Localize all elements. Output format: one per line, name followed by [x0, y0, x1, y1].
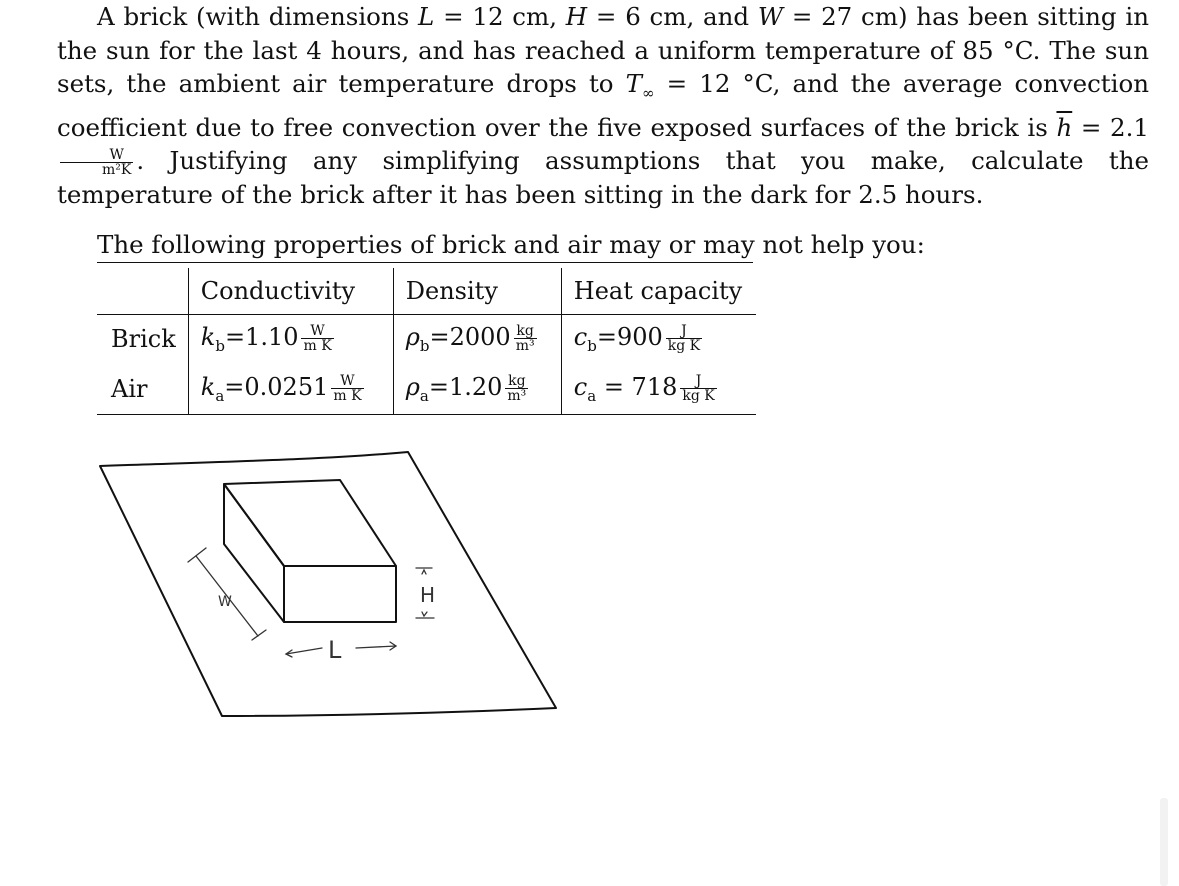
- brick-side-face: [224, 484, 284, 622]
- label-h: H: [420, 583, 436, 607]
- symbol-inf: ∞: [642, 84, 655, 103]
- label-w: W: [218, 594, 232, 610]
- header-heat-capacity: Heat capacity: [561, 268, 756, 314]
- symbol-h-bar: $\overline{h}$: [1056, 112, 1073, 142]
- table-row-air: [97, 364, 756, 414]
- symbol-H: H: [565, 2, 588, 31]
- table-header-row: [97, 268, 756, 314]
- dimension-h-arrow-up: [422, 570, 426, 574]
- dimension-h-arrow-down: [422, 612, 427, 616]
- ground-plane: [100, 452, 556, 716]
- brick-sketch: [90, 440, 570, 730]
- brick-top-face: [224, 480, 396, 566]
- table-top-rule: [97, 262, 753, 263]
- air-heat-capacity: $c_a = 718$ $\frac{J}{\text{kg K}}$: [561, 364, 756, 414]
- brick-front-face: [284, 566, 396, 622]
- properties-table: [97, 268, 756, 415]
- symbol-W: W: [757, 2, 784, 31]
- dimension-w-tick-top: [188, 548, 206, 562]
- air-density: $\rho_a=1.20$ $\frac{kg}{\text{m³}}$: [393, 364, 561, 414]
- symbol-L: L: [418, 2, 435, 31]
- brick-conductivity: $k_b=1.10$ $\frac{W}{\text{m K}}$: [188, 314, 393, 364]
- header-conductivity: Conductivity: [188, 268, 393, 314]
- scrollbar-track[interactable]: [1160, 798, 1168, 886]
- air-conductivity: $k_a=0.0251$ $\frac{W}{\text{m K}}$: [188, 364, 393, 414]
- row-label: Brick: [111, 325, 176, 354]
- brick-density: $\rho_b=2000$ $\frac{kg}{\text{m³}}$: [393, 314, 561, 364]
- row-label: Air: [111, 374, 148, 403]
- symbol-T: T: [625, 69, 643, 99]
- properties-intro: The following properties of brick and air may or may not help you:: [97, 230, 925, 259]
- header-empty: [97, 268, 188, 314]
- header-density: Density: [393, 268, 561, 314]
- brick-heat-capacity: $c_b=900$ $\frac{J}{\text{kg K}}$: [561, 314, 756, 364]
- label-l: L: [328, 636, 342, 664]
- dimension-l-line-right: [356, 646, 396, 648]
- problem-statement: A brick (with dimensions L = 12 cm, H = 6 cm, and W = 27 cm) has been sitting in the sun for the last 4 hours, and has reached a uniform temperature of 85 °C. The sun sets, the ambient air temperature drops to $T_\infty = 12$ °C, and the average convection coefficient due to free convection over the five exposed surfaces of the brick is $\overline{h} = 2.1$ $\frac{W}{\text{m²K}}$ . Justifying any simplifying assumptions that you make, calculate the temperature of the brick after it has been sitting in the dark for 2.5 hours.: [57, 2, 1150, 209]
- h-unit-fraction: $\frac{W}{\text{m²K}}$: [60, 148, 133, 177]
- table-row-brick: [97, 314, 756, 364]
